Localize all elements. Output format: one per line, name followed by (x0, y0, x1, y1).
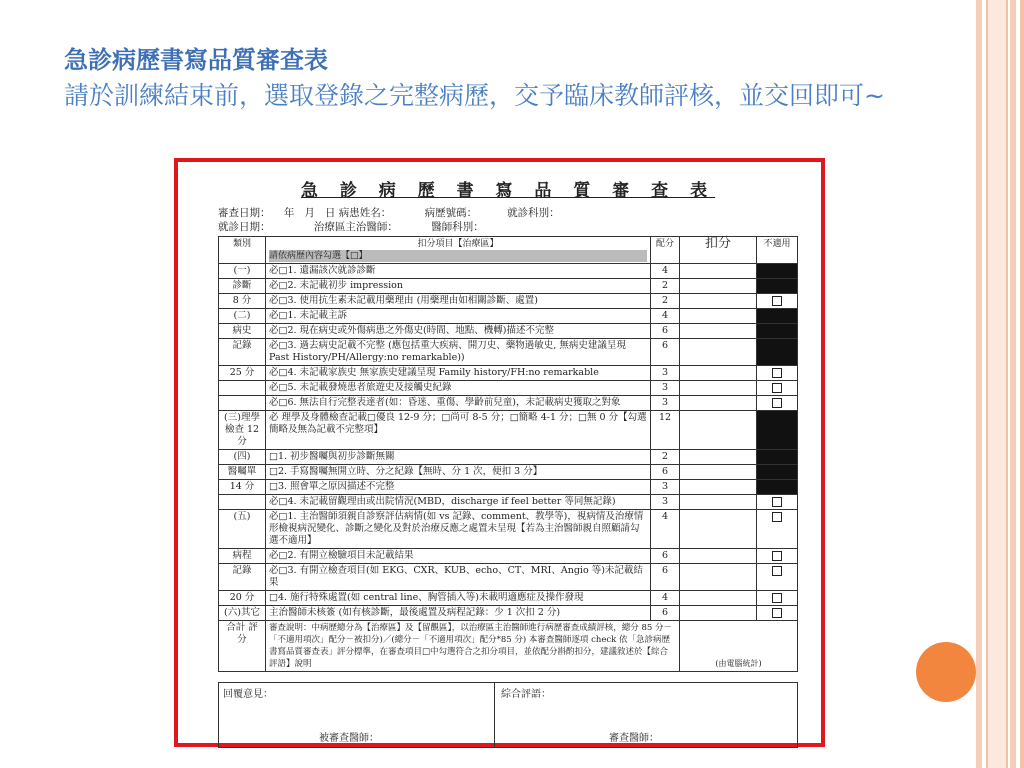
row-deduct[interactable] (680, 366, 757, 381)
row-score: 2 (651, 450, 680, 465)
row-item[interactable]: □2. 手寫醫囑無開立時、分之紀錄【無時、分 1 次，便扣 3 分】 (266, 465, 651, 480)
table-row (219, 396, 798, 411)
table-row (219, 339, 798, 366)
row-category: 病程 (219, 549, 266, 564)
row-item[interactable]: □3. 照會單之原因描述不完整 (266, 480, 651, 495)
row-deduct[interactable] (680, 495, 757, 510)
table-row (219, 264, 798, 279)
summary-category: 合計 評分 (219, 621, 266, 672)
row-deduct[interactable] (680, 396, 757, 411)
table-row (219, 465, 798, 480)
row-score: 2 (651, 279, 680, 294)
row-na-disabled (757, 465, 798, 480)
checkbox-icon[interactable] (772, 608, 782, 618)
table-row (219, 411, 798, 450)
row-item[interactable]: □1. 初步醫囑與初步診斷無關 (266, 450, 651, 465)
row-na-disabled (757, 480, 798, 495)
scanned-form (218, 176, 798, 748)
header-items-sub: 請依病歷內容勾選【□】 (269, 250, 647, 262)
table-row (219, 480, 798, 495)
form-meta-line-1: 審查日期： 年 月 日 病患姓名： 病歷號碼： 就診科別： (218, 207, 560, 219)
row-category: 病史 (219, 324, 266, 339)
row-deduct[interactable] (680, 411, 757, 450)
row-na-disabled (757, 411, 798, 450)
checkbox-icon[interactable] (772, 551, 782, 561)
row-item[interactable]: 必□2. 未記載初步 impression (266, 279, 651, 294)
row-score: 6 (651, 465, 680, 480)
row-deduct[interactable] (680, 309, 757, 324)
row-deduct[interactable] (680, 324, 757, 339)
row-na-checkbox (757, 381, 798, 396)
row-score: 3 (651, 396, 680, 411)
row-deduct[interactable] (680, 294, 757, 309)
row-category: 14 分 (219, 480, 266, 495)
row-category: 8 分 (219, 294, 266, 309)
row-na-checkbox (757, 564, 798, 591)
row-deduct[interactable] (680, 264, 757, 279)
table-row (219, 591, 798, 606)
row-score: 4 (651, 309, 680, 324)
row-category: 25 分 (219, 366, 266, 381)
checkbox-icon[interactable] (772, 383, 782, 393)
row-score: 3 (651, 495, 680, 510)
table-row (219, 279, 798, 294)
row-score: 3 (651, 480, 680, 495)
table-row (219, 495, 798, 510)
row-deduct[interactable] (680, 279, 757, 294)
slide-title: 急診病歷書寫品質審查表 (64, 46, 328, 74)
row-na-checkbox (757, 549, 798, 564)
row-category (219, 396, 266, 411)
row-category: (二) (219, 309, 266, 324)
row-item[interactable]: 必□1. 主治醫師須親自診察評估病情(如 vs 記錄、comment、教學等)，視病情及治療情形檢視病況變化、診斷之變化及對於治療反應之處置未呈現【若為主治醫師親自照顧請勾選不適用】 (266, 510, 651, 549)
row-na-disabled (757, 279, 798, 294)
header-deduct: 扣分 (680, 237, 757, 264)
row-item[interactable]: 主治醫師未核簽 (如有核診斷，最後處置及病程記錄：少 1 次扣 2 分) (266, 606, 651, 621)
row-na-checkbox (757, 591, 798, 606)
table-row (219, 366, 798, 381)
review-table (218, 236, 798, 672)
summary-row (219, 621, 798, 672)
row-na-checkbox (757, 396, 798, 411)
row-score: 12 (651, 411, 680, 450)
checkbox-icon[interactable] (772, 296, 782, 306)
row-item[interactable]: 必□3. 有開立檢查項目(如 EKG、CXR、KUB、echo、CT、MRI、Angio 等)未記載結果 (266, 564, 651, 591)
table-row (219, 381, 798, 396)
feedback-box (219, 683, 495, 747)
row-category: (六)其它 (219, 606, 266, 621)
table-row (219, 549, 798, 564)
row-deduct[interactable] (680, 564, 757, 591)
row-score: 3 (651, 366, 680, 381)
row-category: 診斷 (219, 279, 266, 294)
row-na-checkbox (757, 495, 798, 510)
reviewed-doctor-label: 被審查醫師： (319, 733, 379, 744)
table-row (219, 324, 798, 339)
row-deduct[interactable] (680, 606, 757, 621)
checkbox-icon[interactable] (772, 512, 782, 522)
row-na-checkbox (757, 294, 798, 309)
reviewer-label: 審查醫師： (609, 733, 659, 744)
header-na: 不適用 (757, 237, 798, 264)
row-item[interactable]: 必□5. 未記載發燒患者旅遊史及接觸史紀錄 (266, 381, 651, 396)
row-na-disabled (757, 309, 798, 324)
feedback-area (218, 682, 798, 748)
row-score: 3 (651, 381, 680, 396)
checkbox-icon[interactable] (772, 398, 782, 408)
row-category: (一) (219, 264, 266, 279)
row-category: 醫囑單 (219, 465, 266, 480)
row-score: 6 (651, 606, 680, 621)
row-category: 20 分 (219, 591, 266, 606)
table-header-row (219, 237, 798, 264)
row-score: 4 (651, 510, 680, 549)
table-row (219, 510, 798, 549)
row-deduct[interactable] (680, 591, 757, 606)
row-item[interactable]: 必□1. 遺漏該次就診診斷 (266, 264, 651, 279)
decorative-stripes (976, 0, 1024, 768)
table-row (219, 606, 798, 621)
scanned-form-frame (174, 158, 825, 747)
row-na-checkbox (757, 366, 798, 381)
row-deduct[interactable] (680, 450, 757, 465)
row-score: 6 (651, 549, 680, 564)
row-category: (三)理學檢查 12 分 (219, 411, 266, 450)
row-score: 4 (651, 591, 680, 606)
row-category: 記錄 (219, 564, 266, 591)
table-row (219, 294, 798, 309)
row-item[interactable]: □4. 施行特殊處置(如 central line、胸管插入等)未載明適應症及操作發現 (266, 591, 651, 606)
row-na-checkbox (757, 510, 798, 549)
row-category: (四) (219, 450, 266, 465)
summary-text: 審查說明：中病歷總分為【治療區】及【留觀區】，以治療區主治醫師進行病歷審查成績評核，總分 85 分－「不適用項次」配分－被扣分)／(總分－「不適用項次」配分*85 分) 本審查醫師逐項 check 依「急診病歷書寫品質審查表」評分標準，在審查項目□中勾選符合之扣分項目，並依配分斟酌扣分，建議敘述於【綜合評語】說明 (266, 621, 680, 672)
feedback-label: 回覆意見： (223, 689, 273, 700)
comment-label: 綜合評語： (501, 689, 551, 700)
row-deduct[interactable] (680, 381, 757, 396)
summary-note: (由電腦統計) (680, 621, 798, 672)
header-items-title: 扣分項目【治療區】 (417, 239, 499, 249)
row-item[interactable]: 必 理學及身體檢查記載□優良 12-9 分；□尚可 8-5 分；□簡略 4-1 分；□無 0 分【勾選簡略及無為記載不完整項】 (266, 411, 651, 450)
slide-subtitle: 請於訓練結束前，選取登錄之完整病歷，交予臨床教師評核，並交回即可~ (64, 81, 885, 110)
row-item[interactable]: 必□1. 未記載主訴 (266, 309, 651, 324)
table-row (219, 309, 798, 324)
row-item[interactable]: 必□6. 無法自行完整表達者(如：昏迷、重傷、學齡前兒童)，未記載病史獲取之對象 (266, 396, 651, 411)
form-meta-line-2: 就診日期： 治療區主治醫師： 醫師科別： (218, 221, 484, 233)
row-deduct[interactable] (680, 339, 757, 366)
row-deduct[interactable] (680, 549, 757, 564)
header-score: 配分 (651, 237, 680, 264)
table-body (219, 264, 798, 621)
checkbox-icon[interactable] (772, 368, 782, 378)
row-score: 6 (651, 339, 680, 366)
checkbox-icon[interactable] (772, 497, 782, 507)
form-title: 急 診 病 歷 書 寫 品 質 審 查 表 (300, 181, 716, 201)
row-score: 2 (651, 294, 680, 309)
row-item[interactable]: 必□3. 過去病史記載不完整 (應包括重大疾病、開刀史、藥物過敏史, 無病史建議呈現 Past History/PH/Allergy:no remarkable)) (266, 339, 651, 366)
row-score: 6 (651, 564, 680, 591)
row-na-disabled (757, 339, 798, 366)
header-items (266, 237, 651, 264)
row-na-disabled (757, 324, 798, 339)
checkbox-icon[interactable] (772, 566, 782, 576)
row-item[interactable]: 必□2. 現在病史或外傷病患之外傷史(時間、地點、機轉)描述不完整 (266, 324, 651, 339)
row-item[interactable]: 必□4. 未記載家族史 無家族史建議呈現 Family history/FH:no remarkable (266, 366, 651, 381)
checkbox-icon[interactable] (772, 593, 782, 603)
row-deduct[interactable] (680, 480, 757, 495)
table-row (219, 450, 798, 465)
header-category: 類別 (219, 237, 266, 264)
row-item[interactable]: 必□4. 未記載留觀理由或出院情況(MBD，discharge if feel better 等同無記錄) (266, 495, 651, 510)
row-item[interactable]: 必□3. 使用抗生素未記載用藥理由 (用藥理由如相關診斷、處置) (266, 294, 651, 309)
row-category: (五) (219, 510, 266, 549)
row-category: 記錄 (219, 339, 266, 366)
row-score: 4 (651, 264, 680, 279)
row-na-disabled (757, 450, 798, 465)
row-na-disabled (757, 264, 798, 279)
row-category (219, 495, 266, 510)
row-deduct[interactable] (680, 465, 757, 480)
row-score: 6 (651, 324, 680, 339)
row-category (219, 381, 266, 396)
row-item[interactable]: 必□2. 有開立檢驗項目未記載結果 (266, 549, 651, 564)
row-deduct[interactable] (680, 510, 757, 549)
decorative-circle (916, 642, 976, 702)
table-row (219, 564, 798, 591)
row-na-checkbox (757, 606, 798, 621)
